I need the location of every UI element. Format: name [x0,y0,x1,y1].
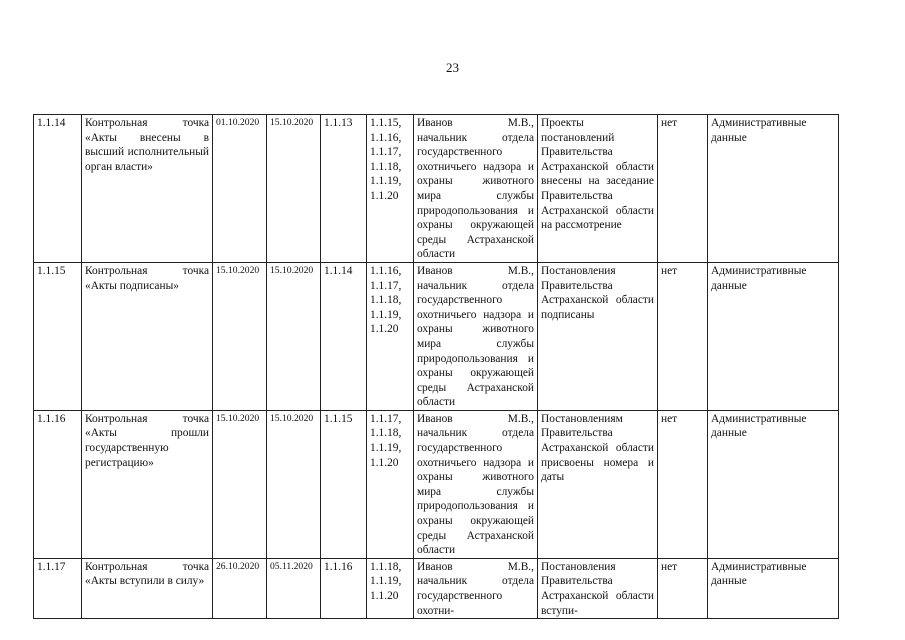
row-link: 1.1.16, [370,264,402,277]
row-link: 1.1.15, [370,117,402,129]
row-links [367,410,414,558]
row-link: 1.1.17, [370,279,402,292]
row-link: 1.1.17, [370,146,402,159]
row-source: Административные данные [708,262,839,410]
row-id: 1.1.17 [34,558,82,618]
table-row [34,410,839,558]
row-result: Постановления Правительства Астраханской области подписаны [538,262,658,410]
row-start-date: 15.10.2020 [213,410,267,558]
row-link: 1.1.20 [370,189,399,202]
row-source: Административные данные [708,410,839,558]
row-links [367,115,414,263]
row-link: 1.1.20 [370,456,399,469]
row-source: Административные данные [708,115,839,263]
row-source: Административные данные [708,558,839,618]
row-predecessor: 1.1.14 [321,262,367,410]
row-predecessor: 1.1.13 [321,115,367,263]
row-responsible: Иванов М.В., начальник отдела государственного охотни- [414,558,538,618]
row-id: 1.1.16 [34,410,82,558]
row-links [367,262,414,410]
row-link: 1.1.19, [370,575,402,588]
row-predecessor: 1.1.16 [321,558,367,618]
table-row [34,115,839,263]
row-name: Контрольная точка «Акты подписаны» [82,262,213,410]
row-link: 1.1.19, [370,308,402,321]
row-start-date: 01.10.2020 [213,115,267,263]
row-link: 1.1.19, [370,175,402,188]
row-end-date: 15.10.2020 [267,262,321,410]
row-flag: нет [658,410,708,558]
row-link: 1.1.20 [370,590,399,602]
page-number: 23 [446,60,459,75]
row-result: Проекты постановлений Правительства Астраханской области внесены на заседание Правительства Астраханской области на рассмотрение [538,115,658,263]
row-link: 1.1.16, [370,131,402,144]
row-name: Контрольная точка «Акты внесены в высший исполнительный орган власти» [82,115,213,263]
row-end-date: 15.10.2020 [267,115,321,263]
row-link: 1.1.17, [370,412,402,425]
row-flag: нет [658,262,708,410]
row-id: 1.1.15 [34,262,82,410]
row-responsible: Иванов М.В., начальник отдела государственного охотничьего надзора и охраны животного мира службы природопользования и охраны окружающей среды Астраханской области [414,410,538,558]
row-flag: нет [658,115,708,263]
row-name: Контрольная точка «Акты прошли государственную регистрацию» [82,410,213,558]
row-start-date: 26.10.2020 [213,558,267,618]
row-link: 1.1.18, [370,160,402,173]
row-link: 1.1.19, [370,442,402,455]
row-id: 1.1.14 [34,115,82,263]
row-flag: нет [658,558,708,618]
row-responsible: Иванов М.В., начальник отдела государственного охотничьего надзора и охраны животного мира службы природопользования и охраны окружающей среды Астраханской области [414,115,538,263]
row-link: 1.1.18, [370,294,402,307]
row-name: Контрольная точка «Акты вступили в силу» [82,558,213,618]
plan-table [33,114,839,619]
table-row [34,262,839,410]
table-row [34,558,839,618]
row-link: 1.1.18, [370,560,402,573]
row-link: 1.1.18, [370,427,402,440]
row-result: Постановления Правительства Астраханской области вступи- [538,558,658,618]
row-predecessor: 1.1.15 [321,410,367,558]
row-end-date: 15.10.2020 [267,410,321,558]
row-end-date: 05.11.2020 [267,558,321,618]
row-link: 1.1.20 [370,323,399,336]
row-links [367,558,414,618]
row-responsible: Иванов М.В., начальник отдела государственного охотничьего надзора и охраны животного мира службы природопользования и охраны окружающей среды Астраханской области [414,262,538,410]
row-start-date: 15.10.2020 [213,262,267,410]
row-result: Постановлениям Правительства Астраханской области присвоены номера и даты [538,410,658,558]
